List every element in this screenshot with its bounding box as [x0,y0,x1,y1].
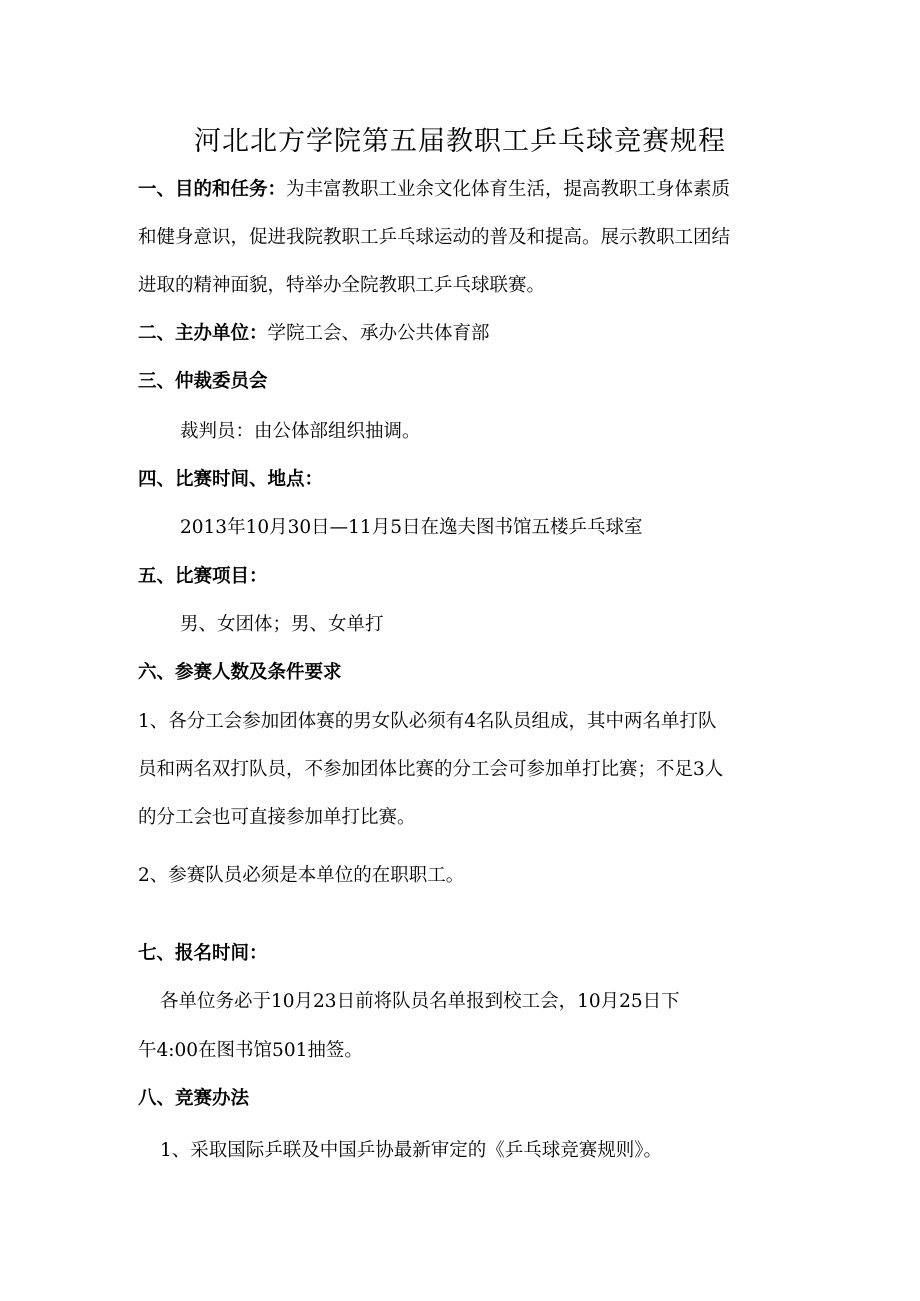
section-7-heading: 七、报名时间： [138,943,268,964]
section-1-text-1: 为丰富教职工业余文化体育生活，提高教职工身体素质 [286,179,731,200]
section-1-heading: 一、目的和任务： [138,179,287,200]
section-1-line-2: 和健身意识，促进我院教职工乒乓球运动的普及和提高。展示教职工团结 [138,227,731,248]
section-7-line-1: 各单位务必于10月23日前将队员名单报到校工会，10月25日下 [160,991,680,1012]
section-3-heading: 三、仲裁委员会 [138,371,268,392]
section-1-line-1 [138,176,730,204]
section-5-text: 男、女团体；男、女单打 [180,614,384,635]
section-4-text: 2013年10月30日—11月5日在逸夫图书馆五楼乒乓球室 [180,517,643,538]
section-6-item-1-line-3: 的分工会也可直接参加单打比赛。 [138,807,416,828]
section-2-text: 学院工会、承办公共体育部 [267,323,490,344]
section-7-line-2: 午4:00在图书馆501抽签。 [138,1040,363,1061]
section-6-heading: 六、参赛人数及条件要求 [138,662,342,683]
section-1-line-3: 进取的精神面貌，特举办全院教职工乒乓球联赛。 [138,275,546,296]
section-2-heading: 二、主办单位： [138,323,268,344]
section-3-text: 裁判员：由公体部组织抽调。 [180,421,421,442]
section-6-item-1-line-2: 员和两名双打队员，不参加团体比赛的分工会可参加单打比赛；不足3人 [138,759,724,780]
section-6-item-2: 2、参赛队员必须是本单位的在职职工。 [138,865,465,886]
section-4-heading: 四、比赛时间、地点： [138,469,324,490]
section-6-item-1-line-1: 1、各分工会参加团体赛的男女队必须有4名队员组成，其中两名单打队 [138,711,717,732]
document-title: 河北北方学院第五届教职工乒乓球竞赛规程 [194,126,726,157]
section-5-heading: 五、比赛项目： [138,566,268,587]
section-8-heading: 八、竞赛办法 [138,1088,250,1109]
section-8-item-1: 1、采取国际乒联及中国乒协最新审定的《乒乓球竞赛规则》。 [160,1140,663,1161]
section-2-line [138,320,490,348]
